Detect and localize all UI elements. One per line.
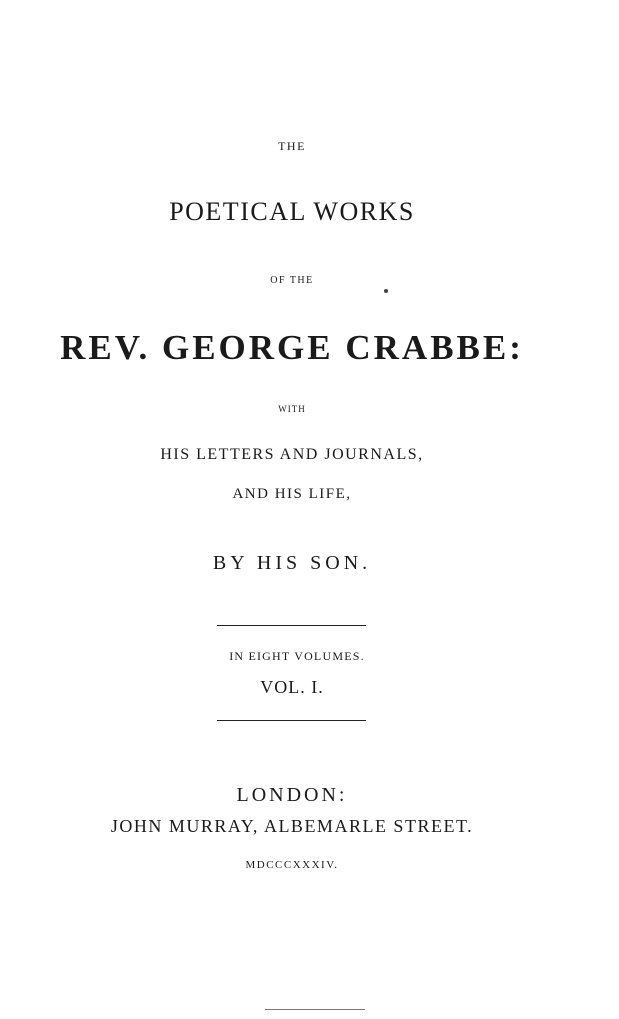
upper-divider-rule <box>217 625 366 626</box>
contents-line-1: HIS LETTERS AND JOURNALS, <box>160 446 424 463</box>
of-the-label: OF THE <box>270 275 314 286</box>
imprint-year: MDCCCXXXIV. <box>245 859 339 871</box>
ink-speck <box>384 289 388 293</box>
volume-number: VOL. I. <box>260 677 324 697</box>
imprint-place: LONDON: <box>236 784 348 806</box>
contents-line-2: AND HIS LIFE, <box>232 486 352 502</box>
author-name: REV. GEORGE CRABBE: <box>60 328 524 367</box>
the-heading: THE <box>278 139 306 153</box>
imprint-publisher: JOHN MURRAY, ALBEMARLE STREET. <box>110 816 474 836</box>
with-label: WITH <box>278 404 306 414</box>
book-title: POETICAL WORKS <box>169 197 415 226</box>
by-line: BY HIS SON. <box>212 552 372 574</box>
lower-divider-rule <box>217 720 366 721</box>
volumes-note: IN EIGHT VOLUMES. <box>229 649 365 663</box>
page-bottom-rule <box>265 1009 365 1010</box>
